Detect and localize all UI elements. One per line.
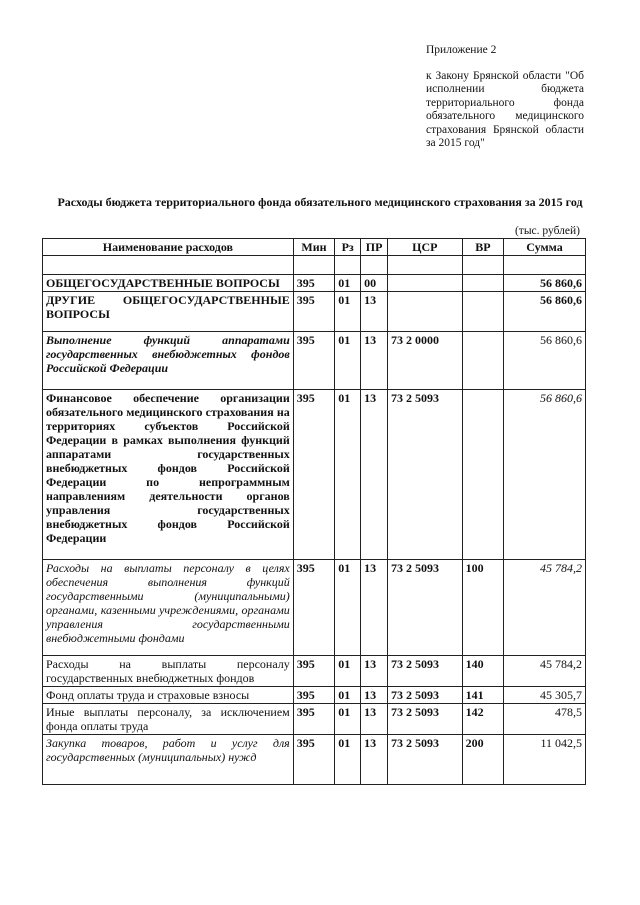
header-min: Мин bbox=[293, 239, 334, 256]
header-pr: ПР bbox=[361, 239, 388, 256]
row-sum: 56 860,6 bbox=[504, 332, 586, 390]
row-min: 395 bbox=[293, 332, 334, 390]
row-min: 395 bbox=[293, 735, 334, 785]
row-pr: 13 bbox=[361, 704, 388, 735]
row-rz: 01 bbox=[335, 332, 361, 390]
row-pr: 13 bbox=[361, 332, 388, 390]
row-rz: 01 bbox=[335, 292, 361, 332]
row-vr: 141 bbox=[462, 687, 503, 704]
row-csr: 73 2 5093 bbox=[388, 735, 463, 785]
table-row bbox=[43, 687, 586, 704]
row-min: 395 bbox=[293, 656, 334, 687]
table-row bbox=[43, 656, 586, 687]
row-sum: 45 305,7 bbox=[504, 687, 586, 704]
row-csr: 73 2 5093 bbox=[388, 656, 463, 687]
row-pr: 13 bbox=[361, 390, 388, 560]
header-csr: ЦСР bbox=[388, 239, 463, 256]
row-sum: 45 784,2 bbox=[504, 656, 586, 687]
table-row bbox=[43, 390, 586, 560]
row-rz: 01 bbox=[335, 656, 361, 687]
table-row bbox=[43, 275, 586, 292]
row-vr bbox=[462, 390, 503, 560]
row-name: Финансовое обеспечение организации обязательного медицинского страхования на территориях субъектов Российской Федерации в рамках выполнения функций аппаратами государственных внебюджетных фондов Российской Федерации по непрограммным направлениям деятельности органов управления государственных внебюджетных фондов Российской Федерации bbox=[43, 390, 294, 560]
row-rz: 01 bbox=[335, 687, 361, 704]
spacer-row bbox=[43, 256, 586, 275]
header-sum: Сумма bbox=[504, 239, 586, 256]
row-name: Иные выплаты персоналу, за исключением фонда оплаты труда bbox=[43, 704, 294, 735]
row-vr: 140 bbox=[462, 656, 503, 687]
row-vr bbox=[462, 332, 503, 390]
units-label: (тыс. рублей) bbox=[514, 225, 580, 237]
row-min: 395 bbox=[293, 275, 334, 292]
row-name: Выполнение функций аппаратами государственных внебюджетных фондов Российской Федерации bbox=[43, 332, 294, 390]
row-rz: 01 bbox=[335, 735, 361, 785]
row-min: 395 bbox=[293, 292, 334, 332]
row-csr: 73 2 5093 bbox=[388, 687, 463, 704]
row-rz: 01 bbox=[335, 704, 361, 735]
row-vr: 100 bbox=[462, 560, 503, 656]
table-row bbox=[43, 735, 586, 785]
table-row bbox=[43, 332, 586, 390]
row-rz: 01 bbox=[335, 560, 361, 656]
header-name: Наименование расходов bbox=[43, 239, 294, 256]
row-sum: 478,5 bbox=[504, 704, 586, 735]
row-vr: 142 bbox=[462, 704, 503, 735]
row-name: Расходы на выплаты персоналу в целях обеспечения выполнения функций государственными (муниципальными) органами, казенными учреждениями, органами управления государственными внебюджетными фондами bbox=[43, 560, 294, 656]
row-pr: 13 bbox=[361, 656, 388, 687]
row-sum: 56 860,6 bbox=[504, 275, 586, 292]
row-name: Расходы на выплаты персоналу государственных внебюджетных фондов bbox=[43, 656, 294, 687]
table-row bbox=[43, 292, 586, 332]
row-min: 395 bbox=[293, 687, 334, 704]
header-rz: Рз bbox=[335, 239, 361, 256]
expenses-table bbox=[42, 238, 586, 785]
table-header-row bbox=[43, 239, 586, 256]
row-csr: 73 2 5093 bbox=[388, 560, 463, 656]
row-vr bbox=[462, 275, 503, 292]
row-vr bbox=[462, 292, 503, 332]
table-row bbox=[43, 560, 586, 656]
row-vr: 200 bbox=[462, 735, 503, 785]
row-min: 395 bbox=[293, 390, 334, 560]
appendix-block bbox=[426, 44, 584, 151]
row-rz: 01 bbox=[335, 275, 361, 292]
row-pr: 13 bbox=[361, 735, 388, 785]
row-pr: 13 bbox=[361, 687, 388, 704]
row-sum: 56 860,6 bbox=[504, 390, 586, 560]
document-title: Расходы бюджета территориального фонда обязательного медицинского страхования за 2015 год bbox=[57, 195, 583, 209]
row-pr: 13 bbox=[361, 292, 388, 332]
row-csr: 73 2 0000 bbox=[388, 332, 463, 390]
row-name: Закупка товаров, работ и услуг для государственных (муниципальных) нужд bbox=[43, 735, 294, 785]
appendix-title: Приложение 2 bbox=[426, 44, 497, 56]
row-min: 395 bbox=[293, 560, 334, 656]
row-name: ОБЩЕГОСУДАРСТВЕННЫЕ ВОПРОСЫ bbox=[43, 275, 294, 292]
row-csr bbox=[388, 292, 463, 332]
row-sum: 56 860,6 bbox=[504, 292, 586, 332]
row-name: ДРУГИЕ ОБЩЕГОСУДАРСТВЕННЫЕ ВОПРОСЫ bbox=[43, 292, 294, 332]
row-csr: 73 2 5093 bbox=[388, 704, 463, 735]
row-pr: 13 bbox=[361, 560, 388, 656]
row-csr bbox=[388, 275, 463, 292]
row-csr: 73 2 5093 bbox=[388, 390, 463, 560]
row-sum: 11 042,5 bbox=[504, 735, 586, 785]
row-name: Фонд оплаты труда и страховые взносы bbox=[43, 687, 294, 704]
row-min: 395 bbox=[293, 704, 334, 735]
row-rz: 01 bbox=[335, 390, 361, 560]
header-vr: ВР bbox=[462, 239, 503, 256]
appendix-body: к Закону Брянской области "Об исполнении бюджета территориального фонда обязательного медицинского страхования Брянской области за 2015 год" bbox=[426, 69, 584, 149]
row-sum: 45 784,2 bbox=[504, 560, 586, 656]
row-pr: 00 bbox=[361, 275, 388, 292]
table-row bbox=[43, 704, 586, 735]
